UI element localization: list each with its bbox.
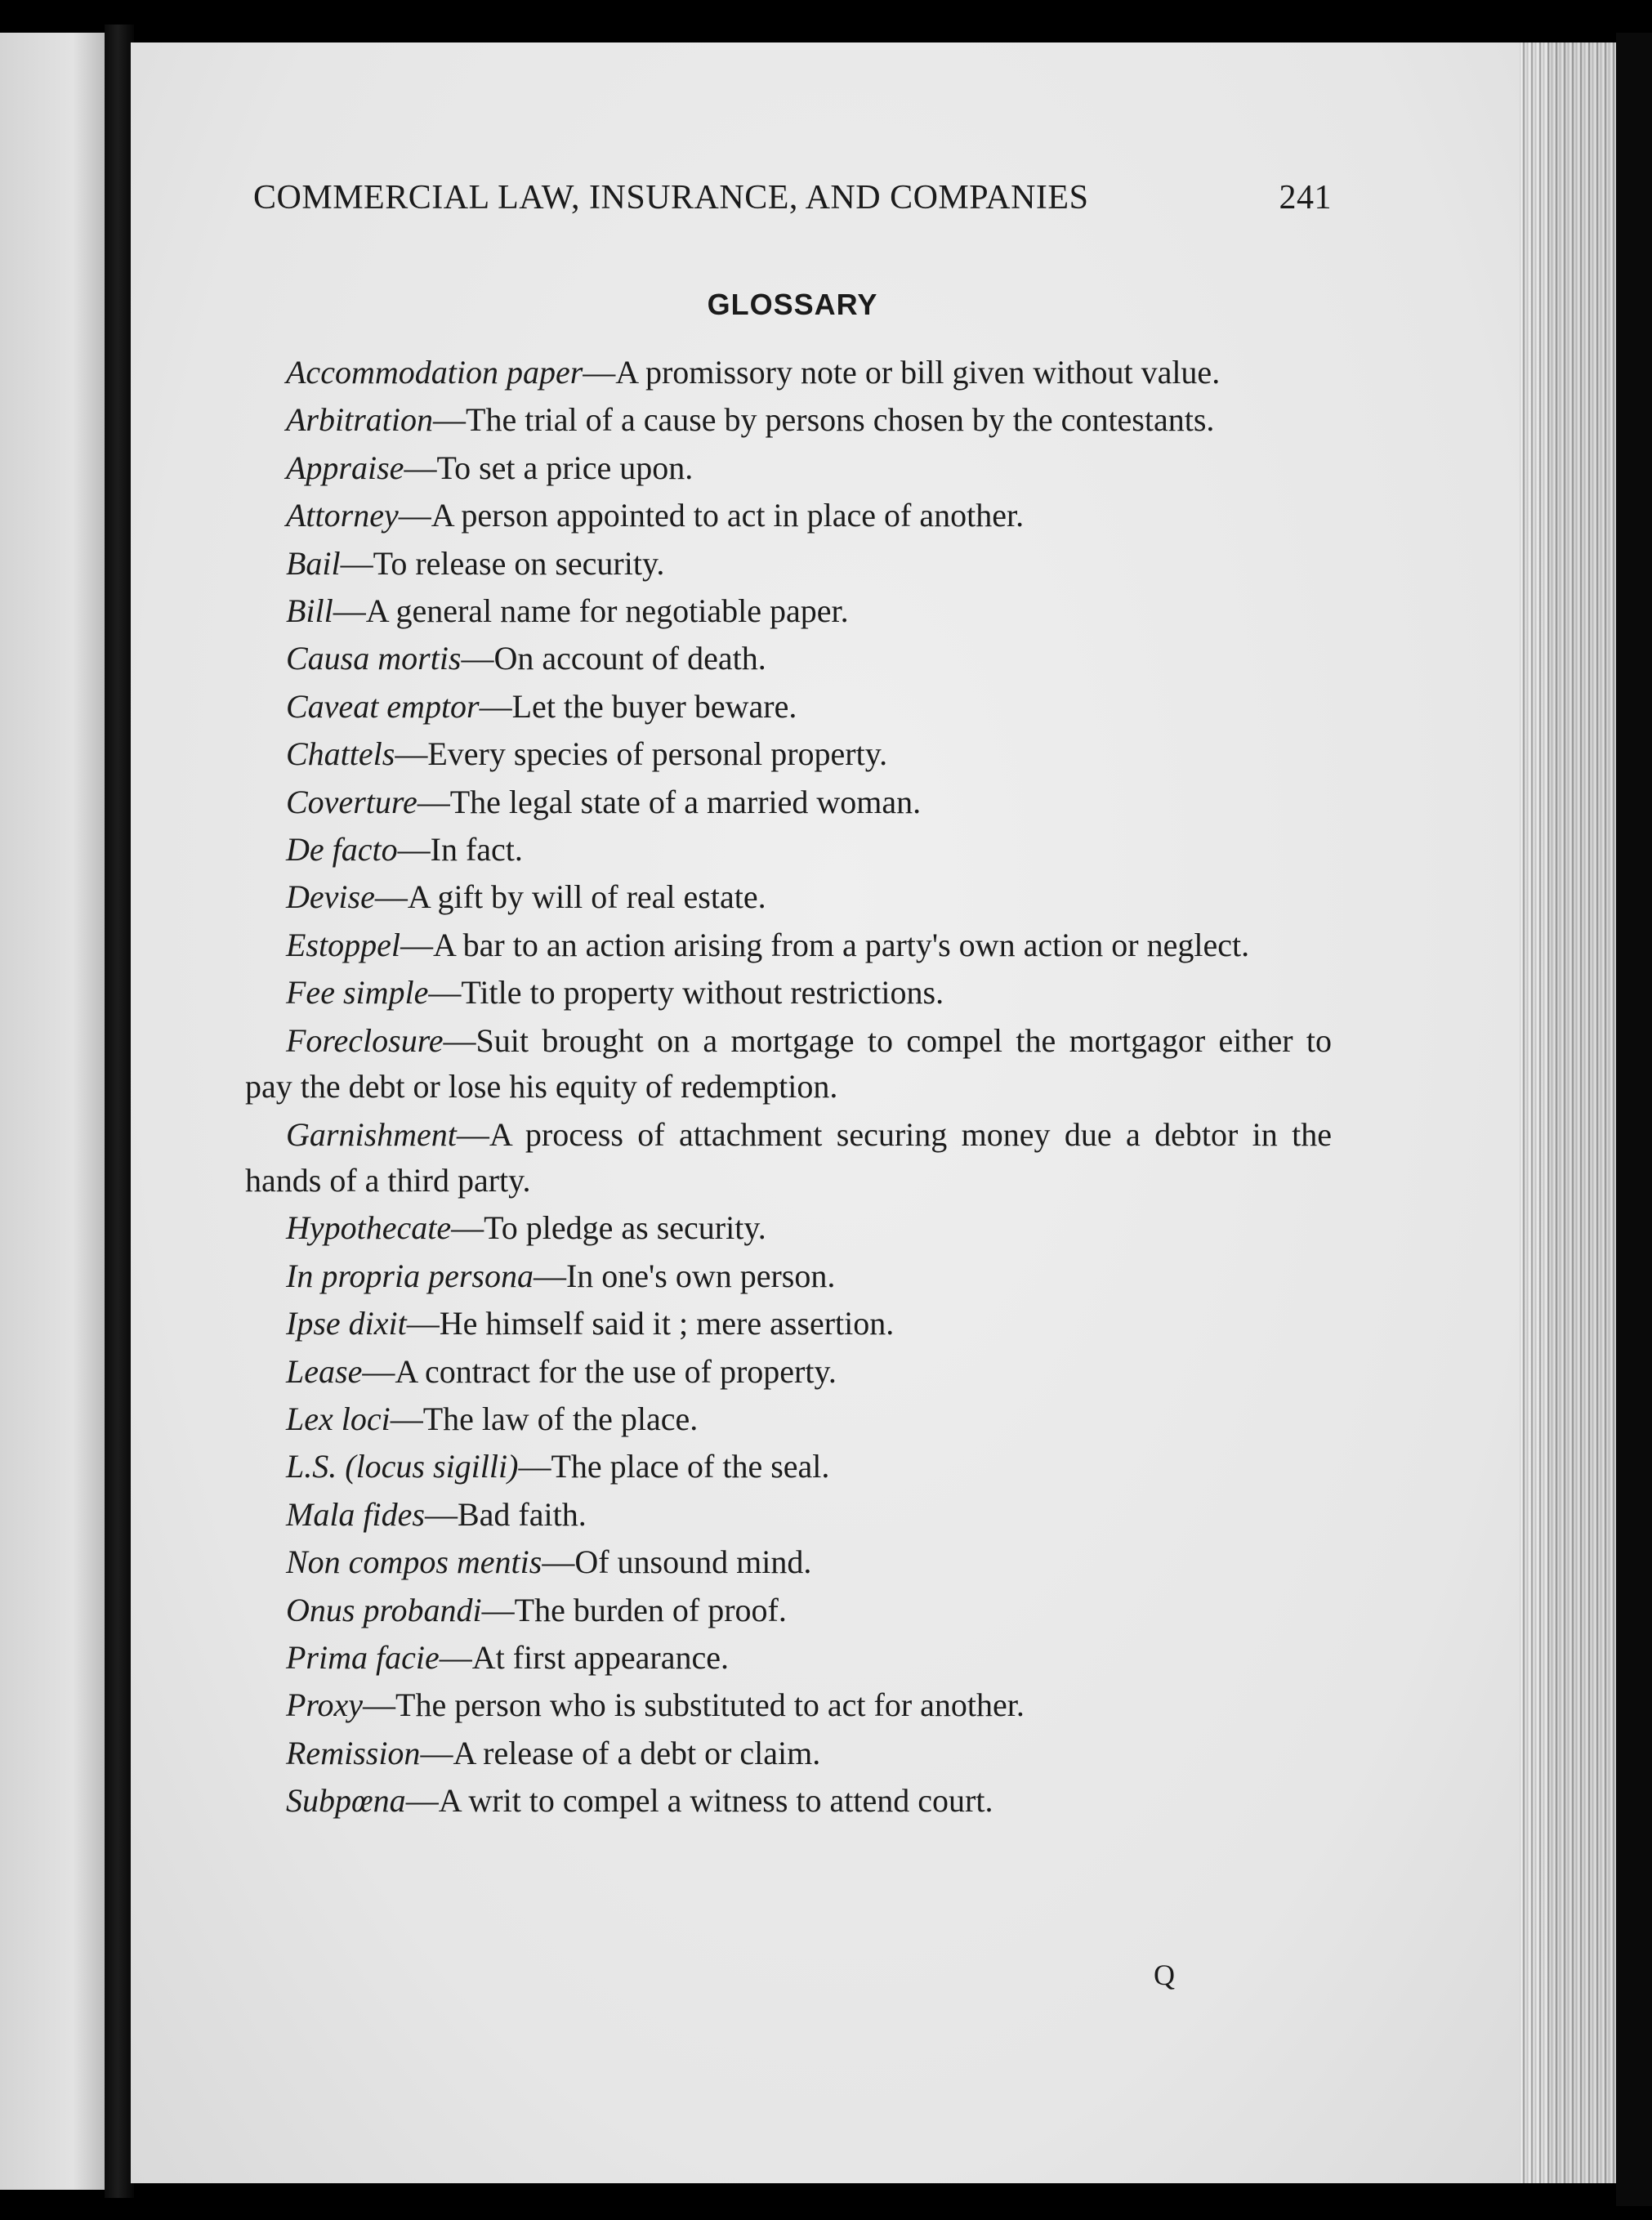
em-dash-separator: — [400, 926, 433, 963]
em-dash-separator: — [461, 640, 494, 677]
glossary-term: Caveat emptor [286, 687, 480, 725]
em-dash-separator: — [542, 1543, 575, 1581]
em-dash-separator: — [362, 1352, 395, 1390]
em-dash-separator: — [433, 401, 467, 439]
em-dash-separator: — [374, 878, 408, 916]
glossary-definition: In one's own person. [565, 1257, 836, 1294]
glossary-term: Bail [286, 544, 341, 582]
page-edges [1520, 42, 1618, 2183]
glossary-entry [245, 493, 1332, 538]
glossary-entry [245, 684, 1332, 730]
glossary-entry [245, 636, 1332, 681]
glossary-definition: The legal state of a married woman. [449, 783, 922, 820]
glossary-entry [245, 1396, 1332, 1442]
glossary-entry [245, 1635, 1332, 1681]
glossary-term: Proxy [286, 1686, 364, 1724]
em-dash-separator: — [428, 974, 462, 1012]
glossary-entry [245, 1539, 1332, 1585]
glossary-term: Foreclosure [286, 1021, 444, 1059]
glossary-entry [245, 922, 1332, 968]
glossary-entry [245, 350, 1332, 395]
glossary-entry [245, 731, 1332, 777]
glossary-entry [245, 397, 1332, 443]
em-dash-separator: — [583, 354, 616, 391]
glossary-entry [245, 1588, 1332, 1633]
glossary-definition: In fact. [430, 831, 523, 869]
glossary-entry [245, 827, 1332, 873]
glossary-definition: To set a price upon. [436, 449, 694, 486]
glossary-definition: A release of a debt or claim. [453, 1734, 821, 1771]
em-dash-separator: — [340, 544, 373, 582]
glossary-definition: To release on security. [373, 544, 665, 582]
em-dash-separator: — [397, 831, 431, 869]
em-dash-separator: — [456, 1115, 489, 1153]
glossary-definition: Let the buyer beware. [511, 687, 797, 725]
glossary-definition: Suit brought on a mortgage to compel the mortgagor either to pay the debt or lose his equity of redemption. [245, 1021, 1332, 1106]
em-dash-separator: — [333, 592, 366, 630]
em-dash-separator: — [424, 1495, 458, 1533]
glossary-term: Prima facie [286, 1638, 440, 1676]
glossary-term: Non compos mentis [286, 1543, 542, 1581]
glossary-definition: A gift by will of real estate. [407, 878, 766, 916]
glossary-definition: A person appointed to act in place of another. [431, 497, 1025, 534]
em-dash-separator: — [404, 449, 437, 486]
em-dash-separator: — [406, 1305, 440, 1342]
glossary-definition: The law of the place. [422, 1400, 699, 1437]
glossary-term: Lease [286, 1352, 363, 1390]
signature-mark: Q [1154, 1959, 1175, 1991]
glossary-term: De facto [286, 831, 398, 869]
glossary-entry [245, 1018, 1332, 1110]
em-dash-separator: — [479, 687, 512, 725]
glossary-term: Attorney [286, 497, 399, 534]
glossary-definition: The burden of proof. [514, 1591, 787, 1628]
em-dash-separator: — [443, 1021, 476, 1059]
glossary-term: Onus probandi [286, 1591, 482, 1628]
em-dash-separator: — [417, 783, 450, 820]
glossary-entry [245, 874, 1332, 920]
glossary-definition: He himself said it ; mere assertion. [439, 1305, 895, 1342]
glossary-entry [245, 970, 1332, 1016]
glossary-definition: Bad faith. [457, 1495, 587, 1533]
glossary-term: Chattels [286, 735, 395, 773]
glossary-definition: Every species of personal property. [427, 735, 888, 773]
glossary-definition: The person who is substituted to act for another. [395, 1686, 1025, 1724]
em-dash-separator: — [363, 1686, 396, 1724]
glossary-entry [245, 1444, 1332, 1490]
em-dash-separator: — [390, 1400, 423, 1437]
glossary-term: Subpœna [286, 1782, 406, 1820]
glossary-definition: Title to property without restrictions. [461, 974, 944, 1012]
page-number: 241 [1279, 179, 1332, 217]
glossary-term: L.S. (locus sigilli) [286, 1448, 519, 1485]
em-dash-separator: — [420, 1734, 453, 1771]
glossary-definition: A process of attachment securing money due a debtor in the hands of a third party. [245, 1115, 1332, 1199]
glossary-term: Causa mortis [286, 640, 462, 677]
running-head [253, 178, 1332, 227]
em-dash-separator: — [451, 1209, 484, 1247]
glossary-list [245, 350, 1332, 1826]
glossary-definition: On account of death. [493, 640, 766, 677]
glossary-term: Accommodation paper [286, 354, 583, 391]
em-dash-separator: — [439, 1638, 472, 1676]
glossary-definition: A contract for the use of property. [395, 1352, 837, 1390]
glossary-definition: A bar to an action arising from a party's own action or neglect. [432, 926, 1250, 963]
glossary-entry [245, 445, 1332, 491]
facing-page-edge [0, 33, 105, 2190]
glossary-definition: A writ to compel a witness to attend court. [438, 1782, 993, 1820]
glossary-term: Devise [286, 878, 375, 916]
glossary-definition: At first appearance. [471, 1638, 730, 1676]
glossary-term: Appraise [286, 449, 404, 486]
glossary-term: Coverture [286, 783, 417, 820]
em-dash-separator: — [481, 1591, 515, 1628]
glossary-definition: The place of the seal. [551, 1448, 830, 1485]
glossary-definition: The trial of a cause by persons chosen by the contestants. [466, 401, 1215, 439]
em-dash-separator: — [405, 1782, 439, 1820]
book-gutter [105, 25, 134, 2198]
glossary-entry [245, 1205, 1332, 1251]
glossary-definition: To pledge as security. [484, 1209, 766, 1247]
right-shadow [1616, 33, 1652, 2206]
glossary-entry [245, 1778, 1332, 1824]
glossary-entry [245, 1301, 1332, 1347]
glossary-heading: GLOSSARY [707, 288, 878, 321]
glossary-entry [245, 1492, 1332, 1538]
em-dash-separator: — [398, 497, 431, 534]
em-dash-separator: — [395, 735, 428, 773]
running-title: COMMERCIAL LAW, INSURANCE, AND COMPANIES [253, 179, 1089, 217]
glossary-definition: A promissory note or bill given without value. [615, 354, 1221, 391]
glossary-term: Bill [286, 592, 333, 630]
em-dash-separator: — [518, 1448, 551, 1485]
glossary-entry [245, 541, 1332, 587]
glossary-definition: A general name for negotiable paper. [365, 592, 849, 630]
glossary-entry [245, 1253, 1332, 1299]
glossary-entry [245, 1112, 1332, 1204]
glossary-term: In propria persona [286, 1257, 534, 1294]
glossary-term: Hypothecate [286, 1209, 452, 1247]
glossary-term: Estoppel [286, 926, 400, 963]
glossary-term: Remission [286, 1734, 421, 1771]
glossary-entry [245, 1682, 1332, 1728]
glossary-entry [245, 1731, 1332, 1776]
glossary-entry [245, 779, 1332, 825]
glossary-term: Lex loci [286, 1400, 391, 1437]
glossary-term: Fee simple [286, 974, 429, 1012]
glossary-entry [245, 588, 1332, 634]
glossary-entry [245, 1349, 1332, 1395]
em-dash-separator: — [533, 1257, 566, 1294]
glossary-definition: Of unsound mind. [574, 1543, 812, 1581]
glossary-term: Arbitration [286, 401, 434, 439]
glossary-term: Ipse dixit [286, 1305, 407, 1342]
glossary-term: Garnishment [286, 1115, 457, 1153]
glossary-term: Mala fides [286, 1495, 425, 1533]
